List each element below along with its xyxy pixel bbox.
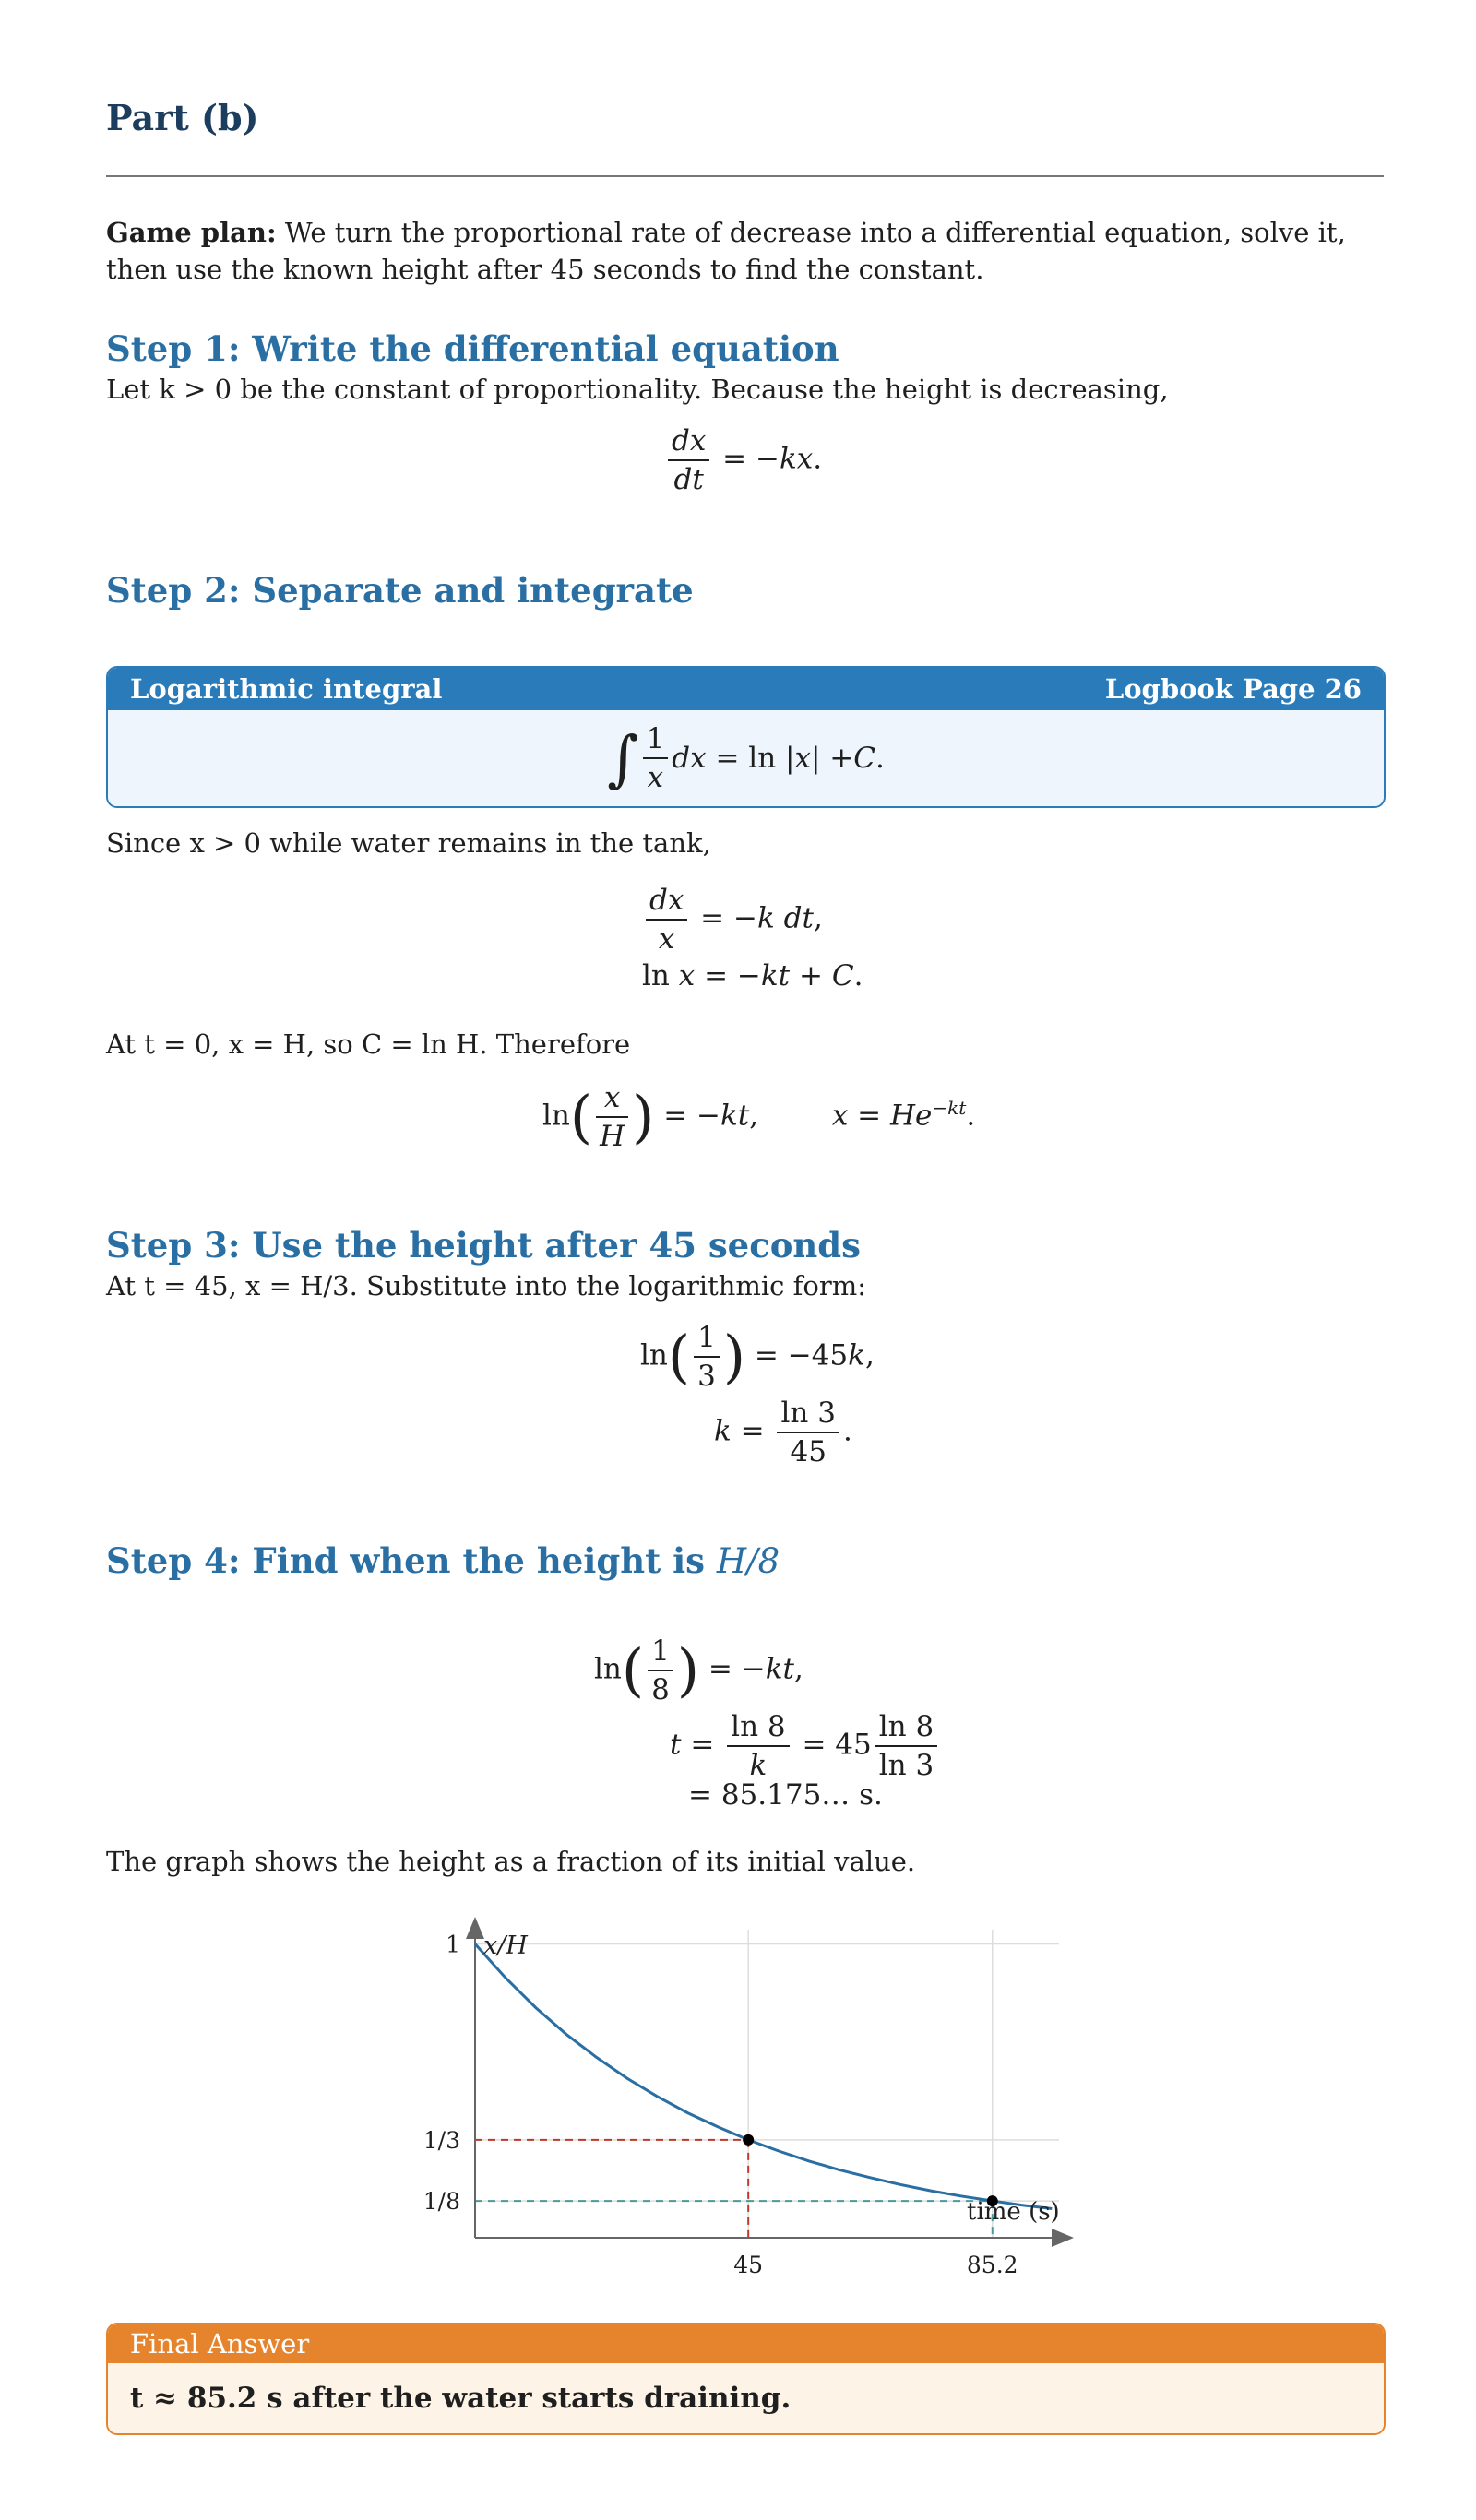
logarithmic-integral-box	[106, 666, 1386, 808]
y-tick-label-2: 1/8	[423, 2188, 460, 2216]
step2-text2: At t = 0, x = H, so C = ln H. Therefore	[106, 1028, 631, 1060]
x-axis-label: time (s)	[967, 2198, 1060, 2226]
game-plan-paragraph	[106, 214, 1384, 288]
step2-text1: Since x > 0 while water remains in the tank,	[106, 827, 711, 859]
heading-divider	[106, 175, 1384, 177]
step3-text: At t = 45, x = H/3. Substitute into the logarithmic form:	[106, 1270, 866, 1302]
step3-title: Step 3: Use the height after 45 seconds	[106, 1225, 862, 1266]
box-title: Logarithmic integral	[130, 673, 443, 705]
final-answer-header: Final Answer	[108, 2324, 1384, 2363]
height-curve	[475, 1944, 1052, 2209]
section-heading: Part (b)	[106, 97, 259, 138]
box-equation: ∫ $\frac{1}{x}$ dx = ln | x | + C .	[108, 710, 1384, 806]
step3-eq1: ln( $\frac{1}{3}$ ) = −45k,	[640, 1321, 875, 1393]
final-answer-box	[106, 2323, 1386, 2435]
step4-title-prefix: Step 4: Find when the height is	[106, 1540, 705, 1581]
logarithmic-integral-box-header	[108, 668, 1384, 710]
step4-eq1: ln( $\frac{1}{8}$ ) = −kt,	[594, 1634, 803, 1706]
step4-eq3: = 85.175… s.	[688, 1778, 883, 1812]
step2-eq2: ln x = −kt + C.	[642, 959, 863, 993]
final-answer-text: t ≈ 85.2 s after the water starts draining.	[108, 2363, 1384, 2433]
step4-title-math: H/8	[716, 1541, 780, 1581]
step2-title: Step 2: Separate and integrate	[106, 570, 694, 611]
height-fraction-chart	[0, 1900, 1476, 2306]
step4-text: The graph shows the height as a fraction of its initial value.	[106, 1846, 916, 1877]
y-axis-label: x/H	[483, 1932, 528, 1960]
x-tick-label-0: 45	[733, 2252, 764, 2278]
step1-equation: $\frac{dx}{dt}$ = −kx.	[664, 422, 822, 498]
chart-grid	[475, 1930, 1059, 2238]
step2-eq1: $\frac{dx}{x}$ = −k dt,	[642, 882, 823, 957]
step4-eq2: t = $\frac{\ln 8}{k}$ = 45 $\frac{\ln 8}{\ln 3}$	[670, 1708, 941, 1784]
box-reference: Logbook Page 26	[1104, 673, 1362, 705]
step2-eq3: ln( $\frac{x}{H}$ ) = −kt, $x = He^{-kt}$.	[542, 1081, 976, 1153]
step3-eq2: k = $\frac{\ln 3}{45}$ .	[714, 1397, 852, 1468]
step1-text: Let k > 0 be the constant of proportionality. Because the height is decreasing,	[106, 374, 1169, 405]
y-tick-label-1: 1/3	[423, 2126, 460, 2154]
data-point-0	[743, 2134, 754, 2146]
step4-title	[106, 1540, 780, 1581]
game-plan-label: Game plan:	[106, 217, 277, 248]
y-tick-label-0: 1	[446, 1931, 460, 1958]
step1-title: Step 1: Write the differential equation	[106, 328, 839, 369]
game-plan-text: We turn the proportional rate of decrease into a differential equation, solve it, then use the known height after 45 seconds to find the constant.	[106, 217, 1346, 285]
x-tick-label-1: 85.2	[966, 2252, 1018, 2278]
